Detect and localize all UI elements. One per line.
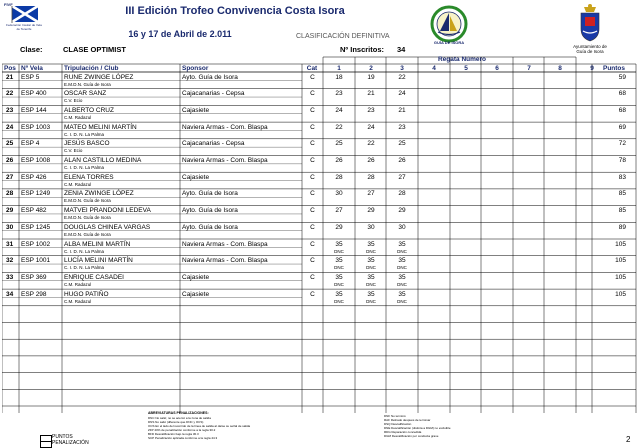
row-club: C.M. Radazul bbox=[64, 181, 92, 187]
row-regata-1-score: 35 bbox=[335, 273, 343, 281]
row-total-points: 78 bbox=[618, 157, 626, 164]
federation-text: Federación Insular de Vela de Tenerife bbox=[6, 23, 42, 31]
row-position: 33 bbox=[6, 273, 14, 281]
row-sponsor: Cajasiete bbox=[182, 273, 210, 281]
row-category: C bbox=[310, 273, 315, 281]
row-category: C bbox=[310, 173, 315, 181]
row-total-points: 83 bbox=[618, 173, 626, 181]
row-regata-3-penalty: DNC bbox=[397, 265, 407, 271]
col-header-vela: Nº Vela bbox=[21, 65, 43, 72]
row-category: C bbox=[310, 240, 315, 248]
row-regata-3-score: 28 bbox=[398, 190, 406, 198]
row-club: E.M.D.N. Guía de Isora bbox=[64, 198, 111, 204]
row-regata-3-score: 26 bbox=[398, 157, 406, 164]
ayuntamiento-text: Ayuntamiento de Guía de Isora bbox=[573, 44, 607, 54]
club-logo-text: GUÍA DE ISORA bbox=[433, 40, 465, 45]
row-position: 31 bbox=[6, 240, 14, 248]
row-sail-number: ESP 4 bbox=[21, 140, 40, 148]
row-category: C bbox=[310, 290, 315, 298]
legend-entry: DSQ Descalificación bbox=[384, 422, 412, 426]
row-sailor-name: JESÚS BASCO bbox=[64, 140, 110, 148]
row-position: 34 bbox=[6, 290, 14, 298]
row-sponsor: Ayto. Guía de Isora bbox=[182, 223, 238, 231]
federation-abbrev: FIVF bbox=[4, 2, 13, 7]
row-total-points: 68 bbox=[618, 90, 626, 98]
row-regata-1-penalty: DNC bbox=[334, 248, 344, 254]
legend-entry: BFD Descalificación bajo la regla 30.3 bbox=[148, 432, 199, 436]
row-club: C. I. D. N. La Palma bbox=[64, 265, 105, 271]
row-sail-number: ESP 1245 bbox=[21, 223, 51, 231]
col-header-regata-group: Regata Número bbox=[437, 56, 487, 63]
row-regata-1-penalty: DNC bbox=[334, 281, 344, 287]
row-regata-3-score: 25 bbox=[398, 140, 406, 148]
row-sailor-name: OSCAR SANZ bbox=[64, 90, 107, 98]
row-sail-number: ESP 1001 bbox=[21, 257, 51, 265]
legend-entry: DNF No terminó bbox=[384, 414, 406, 418]
row-sail-number: ESP 1008 bbox=[21, 157, 51, 164]
row-regata-1-score: 28 bbox=[335, 173, 343, 181]
row-regata-2-score: 22 bbox=[367, 140, 375, 148]
row-club: C.V. Ecio bbox=[64, 98, 83, 104]
row-sponsor: Ayto. Guía de Isora bbox=[182, 190, 238, 198]
regata-header-7: 7 bbox=[527, 65, 531, 72]
row-regata-1-score: 35 bbox=[335, 240, 343, 248]
row-category: C bbox=[310, 207, 315, 215]
page-number: 2 bbox=[626, 435, 631, 444]
clase-value: CLASE OPTIMIST bbox=[63, 45, 126, 54]
row-regata-2-penalty: DNC bbox=[366, 265, 376, 271]
legend-entry: DNS No salió (diferente que DNC y OCS) bbox=[148, 420, 204, 424]
row-regata-1-score: 27 bbox=[335, 207, 343, 215]
row-category: C bbox=[310, 223, 315, 231]
row-position: 28 bbox=[6, 190, 14, 198]
regata-header-1: 1 bbox=[337, 65, 341, 72]
row-total-points: 59 bbox=[618, 73, 626, 81]
row-club: C.M. Radazul bbox=[64, 298, 92, 304]
row-sponsor: Ayto. Guía de Isora bbox=[182, 73, 238, 81]
row-sponsor: Naviera Armas - Com. Blaspa bbox=[182, 240, 268, 248]
row-sponsor: Naviera Armas - Com. Blaspa bbox=[182, 123, 268, 131]
row-sponsor: Naviera Armas - Com. Blaspa bbox=[182, 257, 268, 265]
row-club: C. I. D. N. La Palma bbox=[64, 248, 105, 254]
legend-entry: SCP Penalización aplicada conforme a la regla 44.3 bbox=[148, 436, 218, 440]
regata-header-2: 2 bbox=[369, 65, 373, 72]
row-sailor-name: DOUGLAS CHINEA VARGAS bbox=[64, 223, 151, 231]
row-position: 25 bbox=[6, 140, 14, 148]
row-regata-3-penalty: DNC bbox=[397, 248, 407, 254]
row-regata-2-score: 24 bbox=[367, 123, 375, 131]
row-position: 22 bbox=[6, 90, 14, 98]
row-position: 24 bbox=[6, 123, 14, 131]
row-regata-2-score: 29 bbox=[367, 207, 375, 215]
row-sailor-name: MATEO MELINI MARTÍN bbox=[64, 123, 137, 131]
row-regata-1-score: 35 bbox=[335, 257, 343, 265]
row-total-points: 105 bbox=[615, 257, 626, 265]
row-sail-number: ESP 426 bbox=[21, 173, 47, 181]
row-sail-number: ESP 298 bbox=[21, 290, 47, 298]
row-regata-1-score: 18 bbox=[335, 73, 343, 81]
row-regata-2-score: 35 bbox=[367, 240, 375, 248]
row-regata-2-score: 23 bbox=[367, 106, 375, 114]
row-club: C. I. D. N. La Palma bbox=[64, 131, 105, 137]
row-regata-2-score: 35 bbox=[367, 290, 375, 298]
clase-label: Clase: bbox=[20, 45, 43, 54]
row-regata-2-score: 27 bbox=[367, 190, 375, 198]
row-club: E.M.D.N. Guía de Isora bbox=[64, 81, 111, 87]
row-sponsor: Cajasiete bbox=[182, 290, 210, 298]
row-regata-2-score: 19 bbox=[367, 73, 375, 81]
row-total-points: 69 bbox=[618, 123, 626, 131]
legend-marker-penalizacion-icon bbox=[40, 441, 52, 448]
row-sponsor: Cajasiete bbox=[182, 173, 210, 181]
regata-header-4: 4 bbox=[432, 65, 436, 72]
classification-type: CLASIFICACIÓN DEFINITIVA bbox=[296, 33, 390, 40]
row-total-points: 85 bbox=[618, 207, 626, 215]
row-sailor-name: LUCÍA MELINI MARTÍN bbox=[64, 257, 133, 265]
inscritos-label: Nº Inscritos: bbox=[340, 45, 384, 54]
col-header-pos: Pos bbox=[4, 65, 16, 72]
col-header-tripulacion: Tripulación / Club bbox=[64, 65, 119, 72]
regata-header-6: 6 bbox=[495, 65, 499, 72]
legend-entry: OCS En el lado del recorrido de la línea de salida al darse su señal de salida bbox=[148, 424, 251, 428]
row-total-points: 105 bbox=[615, 240, 626, 248]
row-total-points: 105 bbox=[615, 273, 626, 281]
row-regata-3-score: 35 bbox=[398, 240, 406, 248]
row-regata-3-score: 21 bbox=[398, 106, 406, 114]
row-regata-3-score: 29 bbox=[398, 207, 406, 215]
row-regata-1-penalty: DNC bbox=[334, 298, 344, 304]
legend-entry: RAF Retirado después de terminar bbox=[384, 418, 431, 422]
legend-entry: ZFP 20% de penalización conforme a la regla 30.2 bbox=[148, 428, 216, 432]
row-sailor-name: MATVEI PRANDONI LEDEVA bbox=[64, 207, 151, 215]
row-sailor-name: ENRIQUE CASADEI bbox=[64, 273, 124, 281]
regata-header-9: 9 bbox=[590, 65, 594, 72]
legend-title: ABREVIATURAS PENALIZACIONES: bbox=[148, 411, 209, 415]
row-regata-3-score: 24 bbox=[398, 90, 406, 98]
row-regata-1-score: 29 bbox=[335, 223, 343, 231]
inscritos-value: 34 bbox=[397, 45, 406, 54]
row-regata-1-score: 23 bbox=[335, 90, 343, 98]
row-total-points: 89 bbox=[618, 223, 626, 231]
row-sail-number: ESP 369 bbox=[21, 273, 47, 281]
row-category: C bbox=[310, 73, 315, 81]
row-regata-1-score: 26 bbox=[335, 157, 343, 164]
row-position: 32 bbox=[6, 257, 14, 265]
row-club: C.M. Radazul bbox=[64, 281, 92, 287]
row-club: E.M.D.N. Guía de Isora bbox=[64, 215, 111, 221]
row-regata-2-score: 21 bbox=[367, 90, 375, 98]
legend-entry: RDG Reparación concedida bbox=[384, 430, 422, 434]
row-position: 27 bbox=[6, 173, 14, 181]
legend-entry: DNE Descalificación (distinta a DGM) no excluible bbox=[384, 426, 451, 430]
row-position: 23 bbox=[6, 106, 14, 114]
row-category: C bbox=[310, 90, 315, 98]
legend-entry: DNC No salió; no se acercó a la zona de salida bbox=[148, 416, 211, 420]
row-sailor-name: ALBA MELINI MARTÍN bbox=[64, 240, 131, 248]
row-regata-3-penalty: DNC bbox=[397, 281, 407, 287]
row-sponsor: Cajasiete bbox=[182, 106, 210, 114]
row-regata-1-score: 30 bbox=[335, 190, 343, 198]
row-regata-2-penalty: DNC bbox=[366, 281, 376, 287]
col-header-sponsor: Sponsor bbox=[182, 65, 209, 72]
row-regata-2-score: 28 bbox=[367, 173, 375, 181]
row-sailor-name: ELENA TORRES bbox=[64, 173, 114, 181]
regata-header-5: 5 bbox=[464, 65, 468, 72]
row-regata-3-score: 27 bbox=[398, 173, 406, 181]
regata-header-3: 3 bbox=[400, 65, 404, 72]
page-title: III Edición Trofeo Convivencia Costa Isora bbox=[125, 5, 345, 17]
row-category: C bbox=[310, 106, 315, 114]
row-position: 29 bbox=[6, 207, 14, 215]
row-regata-3-score: 35 bbox=[398, 290, 406, 298]
row-position: 26 bbox=[6, 157, 14, 164]
row-club: E.M.D.N. Guía de Isora bbox=[64, 231, 111, 237]
event-dates: 16 y 17 de Abril de 2.011 bbox=[128, 29, 232, 39]
row-sailor-name: ZENIA ZWINGE LÓPEZ bbox=[64, 190, 134, 198]
row-club: C. I. D. N. La Palma bbox=[64, 165, 105, 170]
row-sponsor: Cajacanarias - Cepsa bbox=[182, 90, 245, 98]
row-sail-number: ESP 482 bbox=[21, 207, 47, 215]
row-regata-1-penalty: DNC bbox=[334, 265, 344, 271]
row-category: C bbox=[310, 123, 315, 131]
row-regata-2-score: 30 bbox=[367, 223, 375, 231]
legend-entry: DGM Descalificación por conducta grave bbox=[384, 434, 439, 438]
row-regata-1-score: 22 bbox=[335, 123, 343, 131]
row-sponsor: Cajacanarias - Cepsa bbox=[182, 140, 245, 148]
row-total-points: 72 bbox=[618, 140, 626, 148]
row-club: C.M. Radazul bbox=[64, 114, 92, 120]
row-regata-2-score: 35 bbox=[367, 257, 375, 265]
row-regata-3-score: 35 bbox=[398, 273, 406, 281]
row-category: C bbox=[310, 157, 315, 164]
row-sail-number: ESP 1249 bbox=[21, 190, 51, 198]
row-sponsor: Ayto. Guía de Isora bbox=[182, 207, 238, 215]
row-sail-number: ESP 1003 bbox=[21, 123, 51, 131]
row-position: 30 bbox=[6, 223, 14, 231]
row-sail-number: ESP 5 bbox=[21, 73, 40, 81]
row-total-points: 85 bbox=[618, 190, 626, 198]
row-sail-number: ESP 144 bbox=[21, 106, 47, 114]
row-sail-number: ESP 400 bbox=[21, 90, 47, 98]
legend-puntos: PUNTOS bbox=[52, 434, 73, 440]
row-category: C bbox=[310, 140, 315, 148]
row-sail-number: ESP 1002 bbox=[21, 240, 51, 248]
row-regata-3-score: 30 bbox=[398, 223, 406, 231]
row-category: C bbox=[310, 257, 315, 265]
row-regata-2-score: 35 bbox=[367, 273, 375, 281]
row-regata-3-penalty: DNC bbox=[397, 298, 407, 304]
row-sponsor: Naviera Armas - Com. Blaspa bbox=[182, 157, 268, 164]
row-club: C.V. Ecio bbox=[64, 148, 83, 154]
row-sailor-name: ALAN CASTILLO MEDINA bbox=[64, 157, 142, 164]
row-regata-1-score: 35 bbox=[335, 290, 343, 298]
row-regata-1-score: 24 bbox=[335, 106, 343, 114]
row-total-points: 105 bbox=[615, 290, 626, 298]
legend-penalizacion: PENALIZACIÓN bbox=[52, 440, 89, 446]
row-regata-2-penalty: DNC bbox=[366, 298, 376, 304]
regata-header-8: 8 bbox=[558, 65, 562, 72]
row-total-points: 68 bbox=[618, 106, 626, 114]
row-regata-2-score: 26 bbox=[367, 157, 375, 164]
row-sailor-name: ALBERTO CRUZ bbox=[64, 106, 114, 114]
row-regata-3-score: 22 bbox=[398, 73, 406, 81]
row-position: 21 bbox=[6, 73, 14, 81]
row-regata-3-score: 35 bbox=[398, 257, 406, 265]
row-sailor-name: HUGO PATIÑO bbox=[64, 290, 109, 298]
row-sailor-name: RUNE ZWINGE LÓPEZ bbox=[64, 73, 134, 81]
col-header-puntos: Puntos bbox=[602, 65, 626, 72]
col-header-cat: Cat bbox=[306, 65, 318, 72]
row-regata-3-score: 23 bbox=[398, 123, 406, 131]
row-regata-2-penalty: DNC bbox=[366, 248, 376, 254]
row-regata-1-score: 25 bbox=[335, 140, 343, 148]
row-category: C bbox=[310, 190, 315, 198]
